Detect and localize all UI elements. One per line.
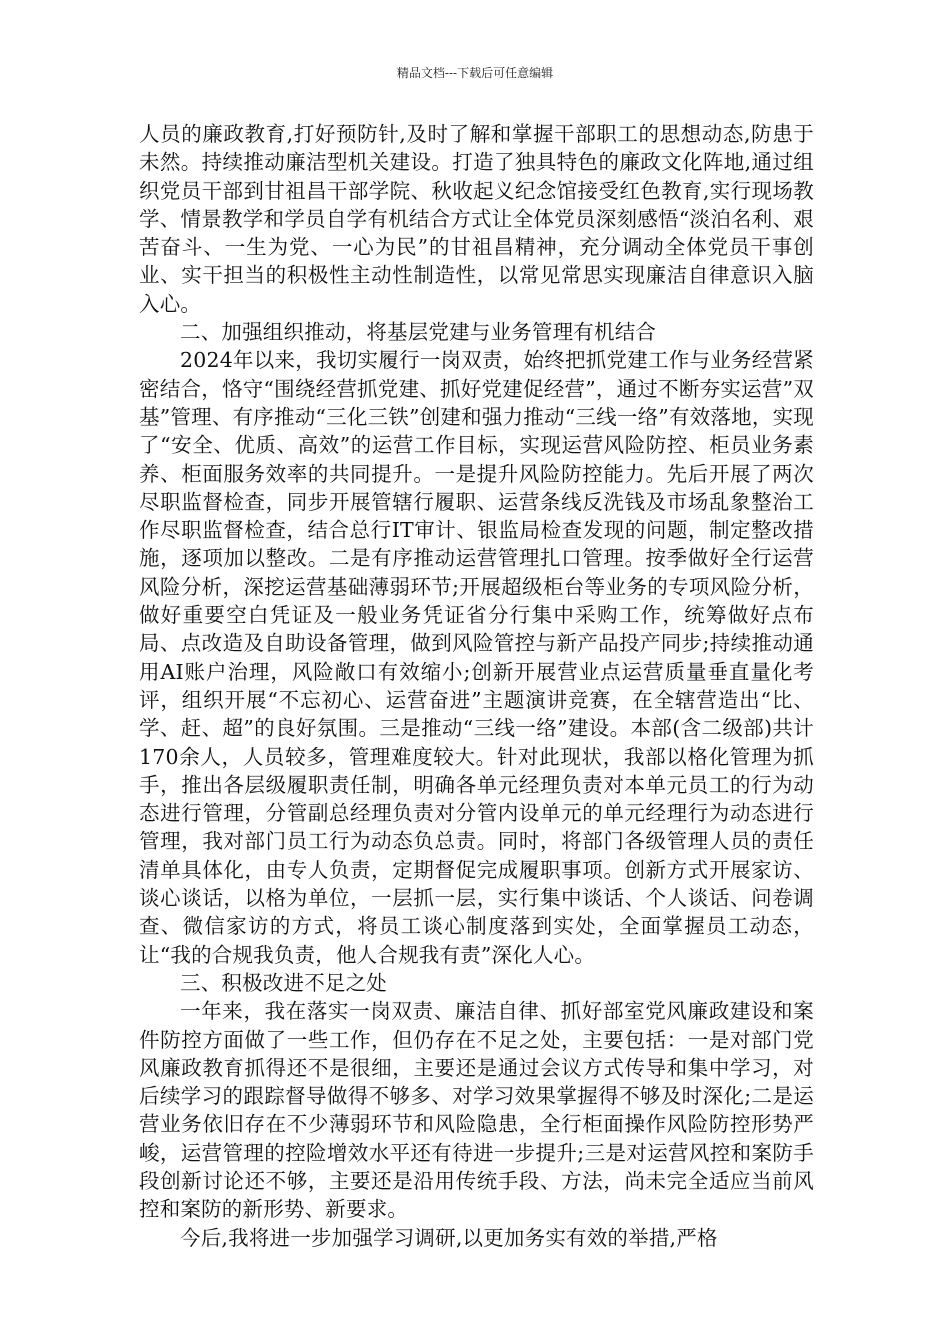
- page-header: 精品文档---下载后可任意编辑: [396, 66, 554, 80]
- section-heading-3: 三、积极改进不足之处: [180, 970, 387, 995]
- section-heading-2: 二、加强组织推动，将基层党建与业务管理有机结合: [180, 320, 657, 345]
- document-body: [139, 120, 814, 1252]
- paragraph-closing: 今后,我将进一步加强学习调研,以更加务实有效的举措,严格: [180, 1225, 718, 1250]
- paragraph-section-3: 一年来，我在落实一岗双责、廉洁自律、抓好部室党风廉政建设和案件防控方面做了一些工作，但仍存在不足之处，主要包括：一是对部门党风廉政教育抓得还不是很细，主要还是通过会议方式传导和集中学习，对后续学习的跟踪督导做得不够多、对学习效果掌握得不够及时深化;二是运营业务依旧存在不少薄弱环节和风险隐患，全行柜面操作风险防控形势严峻，运营管理的控险增效水平还有待进一步提升;三是对运营风控和案防手段创新讨论还不够，主要还是沿用传统手段、方法，尚未完全适应当前风控和案防的新形势、新要求。: [139, 999, 814, 1222]
- paragraph-section-2: 2024年以来，我切实履行一岗双责，始终把抓党建工作与业务经营紧密结合，恪守“围绕经营抓党建、抓好党建促经营”，通过不断夯实运营”双基”管理、有序推动“三化三铁”创建和强力推动“三线一络”有效落地，实现了“安全、优质、高效”的运营工作目标，实现运营风险防控、柜员业务素养、柜面服务效率的共同提升。一是提升风险防控能力。先后开展了两次尽职监督检查，同步开展管辖行履职、运营条线反洗钱及市场乱象整治工作尽职监督检查，结合总行IT审计、银监局检查发现的问题，制定整改措施，逐项加以整改。二是有序推动运营管理扎口管理。按季做好全行运营风险分析，深挖运营基础薄弱环节;开展超级柜台等业务的专项风险分析，做好重要空白凭证及一般业务凭证省分行集中采购工作，统筹做好点布局、点改造及自助设备管理，做到风险管控与新产品投产同步;持续推动通用AI账户治理，风险敞口有效缩小;创新开展营业点运营质量垂直量化考评，组织开展“不忘初心、运营奋进”主题演讲竞赛，在全辖营造出“比、学、赶、超”的良好氛围。三是推动“三线一络”建设。本部(含二级部)共计170余人，人员较多，管理难度较大。针对此现状，我部以格化管理为抓手，推出各层级履职责任制，明确各单元经理负责对本单元员工的行为动态进行管理，分管副总经理负责对分管内设单元的单元经理行为动态进行管理，我对部门员工行为动态负总责。同时，将部门各级管理人员的责任清单具体化，由专人负责，定期督促完成履职事项。创新方式开展家访、谈心谈话，以格为单位，一层抓一层，实行集中谈话、个人谈话、问卷调查、微信家访的方式，将员工谈心制度落到实处，全面掌握员工动态，让“我的合规我负责，他人合规我有责”深化人心。: [139, 348, 814, 967]
- paragraph-continuation: 人员的廉政教育,打好预防针,及时了解和掌握干部职工的思想动态,防患于未然。持续推动廉洁型机关建设。打造了独具特色的廉政文化阵地,通过组织党员干部到甘祖昌干部学院、秋收起义纪念馆接受红色教育,实行现场教学、情景教学和学员自学有机结合方式让全体党员深刻感悟“淡泊名利、艰苦奋斗、一生为党、一心为民”的甘祖昌精神，充分调动全体党员干事创业、实干担当的积极性主动性制造性，以常见常思实现廉洁自律意识入脑入心。: [139, 122, 814, 316]
